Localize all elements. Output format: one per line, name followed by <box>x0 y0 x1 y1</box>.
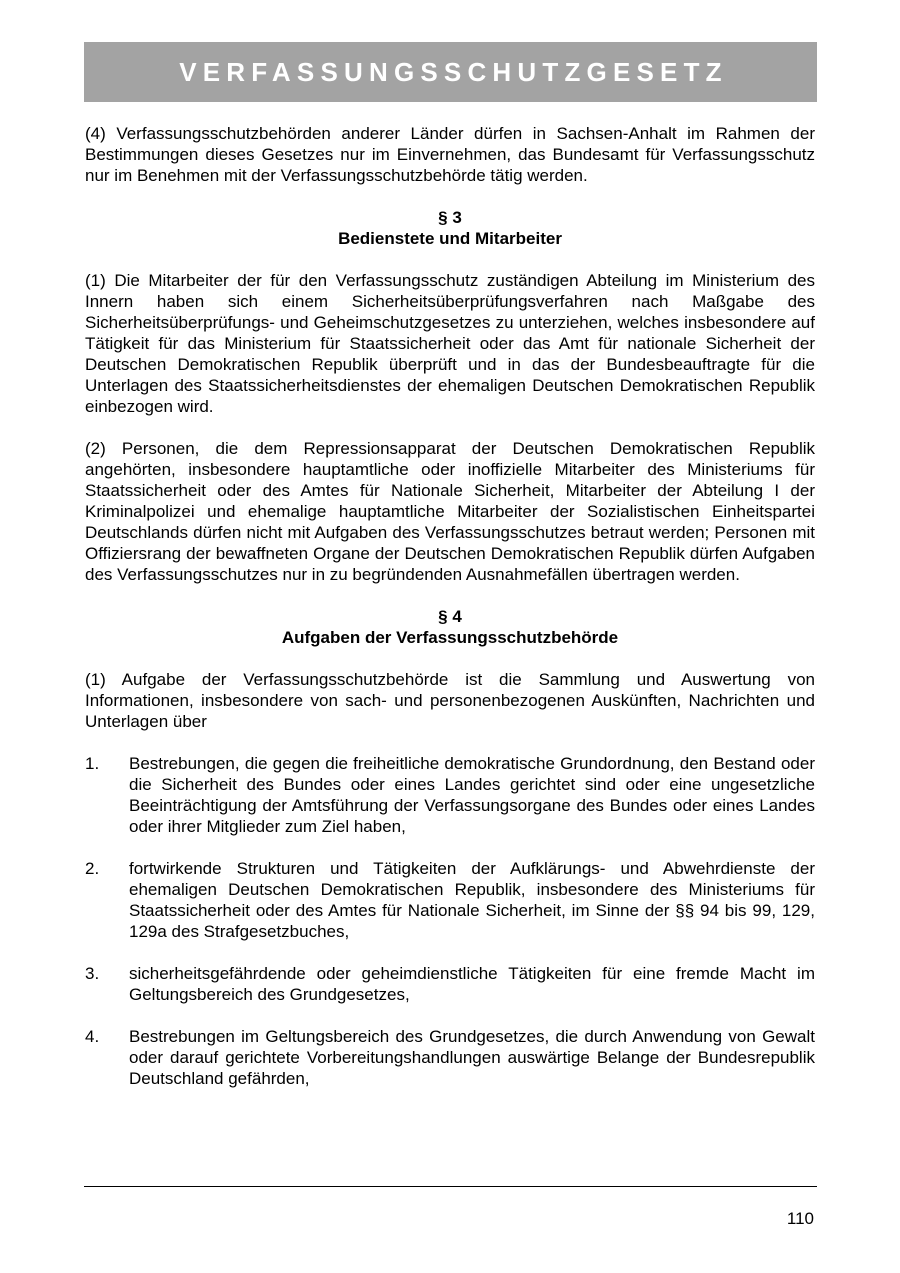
page-number: 110 <box>786 1209 814 1228</box>
list-item-text: Bestrebungen im Geltungsbereich des Grundgesetzes, die durch Anwendung von Gewalt oder darauf gerichtete Vorbereitungshandlungen auswärtige Belange der Bundesrepublik Deutschland gefährden, <box>129 1027 815 1088</box>
section-4-paragraph-1: (1) Aufgabe der Verfassungsschutzbehörde ist die Sammlung und Auswertung von Informationen, insbesondere von sach- und personenbezogenen Auskünften, Nachrichten und Unterlagen über <box>85 670 815 731</box>
list-item <box>85 1026 815 1089</box>
footer-divider <box>84 1186 817 1187</box>
list-item <box>85 753 815 837</box>
section-3-paragraph-1: (1) Die Mitarbeiter der für den Verfassungsschutz zuständigen Abteilung im Ministerium des Innern haben sich einem Sicherheitsüberprüfungsverfahren nach Maßgabe des Sicherheitsüberprüfungs- und Geheimschutzgesetzes zu unterziehen, welches insbesondere auf Tätigkeit für das Ministerium für Staatssicherheit oder das Amt für nationale Sicherheit der Deutschen Demokratischen Republik überprüft und in das der Bundesbeauftragte für die Unterlagen des Staatssicherheitsdienstes der ehemaligen Deutschen Demokratischen Republik einbezogen wird. <box>85 271 815 416</box>
list-item-text: Bestrebungen, die gegen die freiheitliche demokratische Grundordnung, den Bestand oder die Sicherheit des Bundes oder eines Landes gerichtet sind oder eine ungesetzliche Beeinträchtigung der Amtsführung der Verfassungsorgane des Bundes oder eines Landes oder ihrer Mitglieder zum Ziel haben, <box>129 754 815 836</box>
list-item-number: 3. <box>85 964 100 983</box>
section-4-number: § 4 <box>438 607 462 626</box>
section-4-title: Aufgaben der Verfassungsschutzbehörde <box>281 628 619 647</box>
section-3-title: Bedienstete und Mitarbeiter <box>338 229 562 248</box>
section-3-paragraph-2: (2) Personen, die dem Repressionsapparat der Deutschen Demokratischen Republik angehörten, insbesondere hauptamtliche oder inoffizielle Mitarbeiter des Ministeriums für Staatssicherheit oder des Amtes für Nationale Sicherheit, Mitarbeiter der Abteilung I der Kriminalpolizei und ehemalige hauptamtliche Mitarbeiter der Sozialistischen Einheitspartei Deutschlands dürfen nicht mit Aufgaben des Verfassungsschutzes betraut werden; Personen mit Offiziersrang der bewaffneten Organe der Deutschen Demokratischen Republik dürfen Aufgaben des Verfassungsschutzes nur in zu begründenden Ausnahmefällen übertragen werden. <box>85 439 815 584</box>
page-title: VERFASSUNGSSCHUTZGESETZ <box>179 56 728 87</box>
list-item <box>85 963 815 1005</box>
header-bar <box>84 42 817 102</box>
list-item-text: sicherheitsgefährdende oder geheimdienstliche Tätigkeiten für eine fremde Macht im Geltungsbereich des Grundgesetzes, <box>129 964 815 1004</box>
list-item-number: 4. <box>85 1027 100 1046</box>
list-item <box>85 858 815 942</box>
list-item-number: 2. <box>85 859 100 878</box>
section-3-number: § 3 <box>438 208 462 227</box>
paragraph-intro: (4) Verfassungsschutzbehörden anderer Länder dürfen in Sachsen-Anhalt im Rahmen der Bestimmungen dieses Gesetzes nur im Einvernehmen, das Bundesamt für Verfassungsschutz nur im Benehmen mit der Verfassungsschutzbehörde tätig werden. <box>85 124 815 185</box>
list-item-number: 1. <box>85 754 100 773</box>
document-body <box>85 123 815 1089</box>
list-item-text: fortwirkende Strukturen und Tätigkeiten der Aufklärungs- und Abwehrdienste der ehemaligen Deutschen Demokratischen Republik, insbesondere des Ministeriums für Staatssicherheit oder des Amtes für Nationale Sicherheit, im Sinne der §§ 94 bis 99, 129, 129a des Strafgesetzbuches, <box>129 859 815 941</box>
